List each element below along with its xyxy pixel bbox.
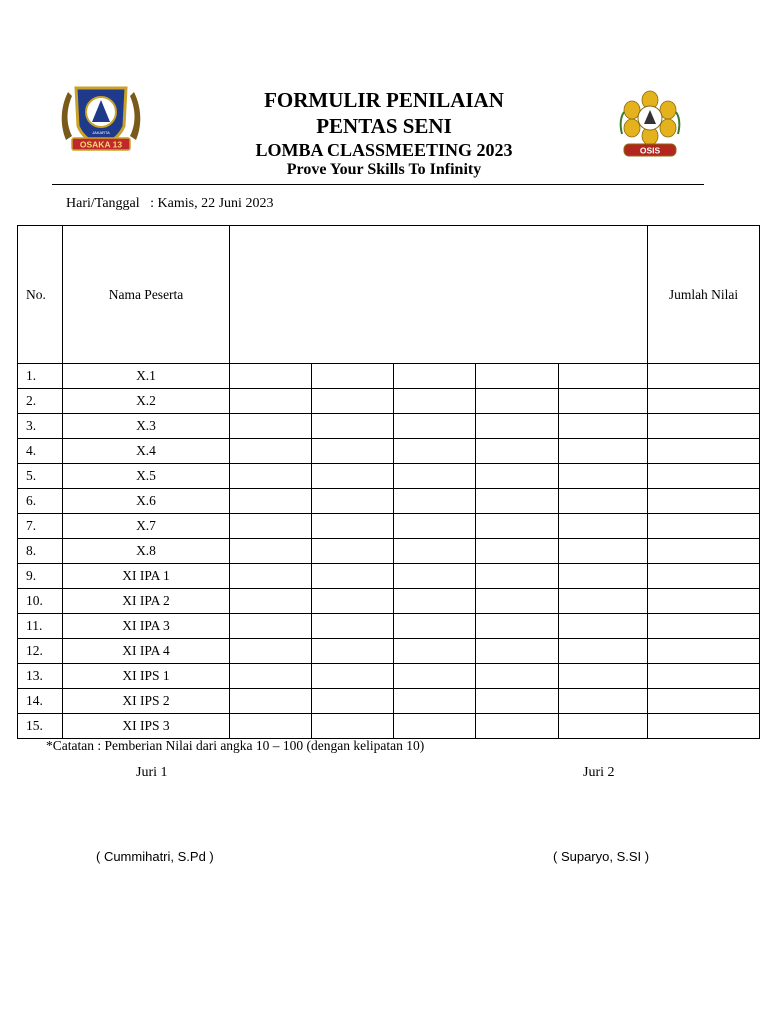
participant-name: X.6 [63, 489, 230, 514]
header-total: Jumlah Nilai [648, 226, 760, 364]
score-cell[interactable] [394, 664, 476, 689]
score-cell[interactable] [230, 589, 312, 614]
participant-name: XI IPA 1 [63, 564, 230, 589]
score-cell[interactable] [394, 489, 476, 514]
participant-name: X.2 [63, 389, 230, 414]
score-cell[interactable] [312, 564, 394, 589]
participant-name: X.8 [63, 539, 230, 564]
total-cell[interactable] [648, 539, 760, 564]
row-number: 3. [18, 414, 63, 439]
form-title: FORMULIR PENILAIAN [264, 88, 504, 112]
judge1-label: Juri 1 [136, 765, 168, 780]
table-row [18, 589, 760, 614]
score-cell[interactable] [559, 664, 648, 689]
score-cell[interactable] [312, 414, 394, 439]
table-row [18, 439, 760, 464]
total-cell[interactable] [648, 714, 760, 739]
score-cell[interactable] [476, 614, 559, 639]
total-cell[interactable] [648, 464, 760, 489]
osis-banner-text: OSIS [639, 145, 661, 156]
total-cell[interactable] [648, 364, 760, 389]
score-cell[interactable] [312, 614, 394, 639]
row-number: 11. [18, 614, 63, 639]
score-cell[interactable] [559, 489, 648, 514]
score-cell[interactable] [559, 439, 648, 464]
header-criteria [230, 226, 648, 364]
row-number: 9. [18, 564, 63, 589]
total-cell[interactable] [648, 439, 760, 464]
total-cell[interactable] [648, 414, 760, 439]
score-cell[interactable] [476, 589, 559, 614]
score-cell[interactable] [230, 639, 312, 664]
table-row [18, 389, 760, 414]
score-cell[interactable] [476, 689, 559, 714]
judge2-name: ( Suparyo, S.SI ) [553, 849, 650, 864]
score-cell[interactable] [476, 489, 559, 514]
score-cell[interactable] [394, 589, 476, 614]
row-number: 10. [18, 589, 63, 614]
score-cell[interactable] [312, 539, 394, 564]
score-cell[interactable] [559, 564, 648, 589]
table-row [18, 514, 760, 539]
participant-name: X.5 [63, 464, 230, 489]
score-cell[interactable] [559, 389, 648, 414]
crest-sub-text: JAKARTA [92, 130, 110, 135]
event-title: PENTAS SENI [316, 114, 452, 138]
score-cell[interactable] [230, 439, 312, 464]
table-row [18, 489, 760, 514]
table-row [18, 564, 760, 589]
score-cell[interactable] [312, 639, 394, 664]
score-cell[interactable] [394, 714, 476, 739]
row-number: 12. [18, 639, 63, 664]
participant-name: X.7 [63, 514, 230, 539]
score-cell[interactable] [230, 364, 312, 389]
score-cell[interactable] [312, 514, 394, 539]
total-cell[interactable] [648, 614, 760, 639]
score-cell[interactable] [559, 689, 648, 714]
score-cell[interactable] [312, 589, 394, 614]
table-row [18, 639, 760, 664]
score-cell[interactable] [312, 714, 394, 739]
row-number: 14. [18, 689, 63, 714]
score-cell[interactable] [559, 414, 648, 439]
participant-name: X.3 [63, 414, 230, 439]
score-cell[interactable] [312, 364, 394, 389]
score-cell[interactable] [476, 539, 559, 564]
score-cell[interactable] [476, 639, 559, 664]
crest-banner-text: OSAKA 13 [79, 139, 123, 150]
score-cell[interactable] [312, 489, 394, 514]
score-cell[interactable] [476, 389, 559, 414]
date-line [66, 196, 273, 212]
score-cell[interactable] [230, 564, 312, 589]
score-cell[interactable] [559, 364, 648, 389]
score-cell[interactable] [394, 464, 476, 489]
score-cell[interactable] [394, 564, 476, 589]
score-cell[interactable] [230, 389, 312, 414]
date-label: Hari/Tanggal [66, 196, 140, 211]
score-cell[interactable] [230, 414, 312, 439]
score-cell[interactable] [559, 714, 648, 739]
score-cell[interactable] [476, 364, 559, 389]
participant-name: XI IPA 3 [63, 614, 230, 639]
participant-name: X.4 [63, 439, 230, 464]
score-cell[interactable] [312, 664, 394, 689]
row-number: 2. [18, 389, 63, 414]
score-cell[interactable] [559, 639, 648, 664]
score-cell[interactable] [476, 664, 559, 689]
score-cell[interactable] [394, 614, 476, 639]
score-cell[interactable] [230, 539, 312, 564]
score-cell[interactable] [312, 464, 394, 489]
judge2-label: Juri 2 [583, 765, 615, 780]
score-cell[interactable] [230, 489, 312, 514]
score-cell[interactable] [559, 464, 648, 489]
score-cell[interactable] [394, 539, 476, 564]
total-cell[interactable] [648, 689, 760, 714]
participant-name: XI IPS 1 [63, 664, 230, 689]
table-row [18, 464, 760, 489]
score-cell[interactable] [476, 564, 559, 589]
score-table [17, 225, 760, 739]
header-no: No. [18, 226, 63, 364]
score-cell[interactable] [230, 614, 312, 639]
judge1-name: ( Cummihatri, S.Pd ) [96, 849, 214, 864]
row-number: 5. [18, 464, 63, 489]
header-name: Nama Peserta [63, 226, 230, 364]
score-cell[interactable] [312, 689, 394, 714]
score-cell[interactable] [394, 689, 476, 714]
score-cell[interactable] [559, 514, 648, 539]
tagline: Prove Your Skills To Infinity [286, 161, 482, 178]
row-number: 6. [18, 489, 63, 514]
score-cell[interactable] [230, 714, 312, 739]
row-number: 7. [18, 514, 63, 539]
score-cell[interactable] [394, 389, 476, 414]
row-number: 15. [18, 714, 63, 739]
score-cell[interactable] [559, 614, 648, 639]
participant-name: XI IPS 3 [63, 714, 230, 739]
score-cell[interactable] [476, 514, 559, 539]
score-cell[interactable] [230, 514, 312, 539]
participant-name: XI IPS 2 [63, 689, 230, 714]
total-cell[interactable] [648, 564, 760, 589]
header-divider [52, 184, 704, 185]
date-value: : Kamis, 22 Juni 2023 [150, 196, 274, 211]
score-cell[interactable] [312, 389, 394, 414]
score-cell[interactable] [476, 439, 559, 464]
score-cell[interactable] [394, 639, 476, 664]
score-cell[interactable] [559, 589, 648, 614]
total-cell[interactable] [648, 514, 760, 539]
score-cell[interactable] [230, 689, 312, 714]
table-row [18, 614, 760, 639]
score-cell[interactable] [476, 414, 559, 439]
scoring-note: *Catatan : Pemberian Nilai dari angka 10 – 100 (dengan kelipatan 10) [46, 738, 425, 753]
total-cell[interactable] [648, 389, 760, 414]
score-cell[interactable] [312, 439, 394, 464]
score-cell[interactable] [394, 439, 476, 464]
score-cell[interactable] [230, 664, 312, 689]
participant-name: XI IPA 2 [63, 589, 230, 614]
row-number: 4. [18, 439, 63, 464]
score-cell[interactable] [230, 464, 312, 489]
participant-name: X.1 [63, 364, 230, 389]
table-header-row [18, 226, 760, 364]
score-cell[interactable] [394, 364, 476, 389]
competition-title: LOMBA CLASSMEETING 2023 [255, 140, 513, 160]
total-cell[interactable] [648, 664, 760, 689]
table-row [18, 714, 760, 739]
table-row [18, 539, 760, 564]
score-cell[interactable] [476, 714, 559, 739]
total-cell[interactable] [648, 639, 760, 664]
score-cell[interactable] [394, 514, 476, 539]
row-number: 1. [18, 364, 63, 389]
total-cell[interactable] [648, 589, 760, 614]
table-row [18, 664, 760, 689]
total-cell[interactable] [648, 489, 760, 514]
participant-name: XI IPA 4 [63, 639, 230, 664]
row-number: 13. [18, 664, 63, 689]
table-row [18, 414, 760, 439]
row-number: 8. [18, 539, 63, 564]
table-row [18, 689, 760, 714]
score-cell[interactable] [476, 464, 559, 489]
score-cell[interactable] [394, 414, 476, 439]
table-row [18, 364, 760, 389]
score-cell[interactable] [559, 539, 648, 564]
